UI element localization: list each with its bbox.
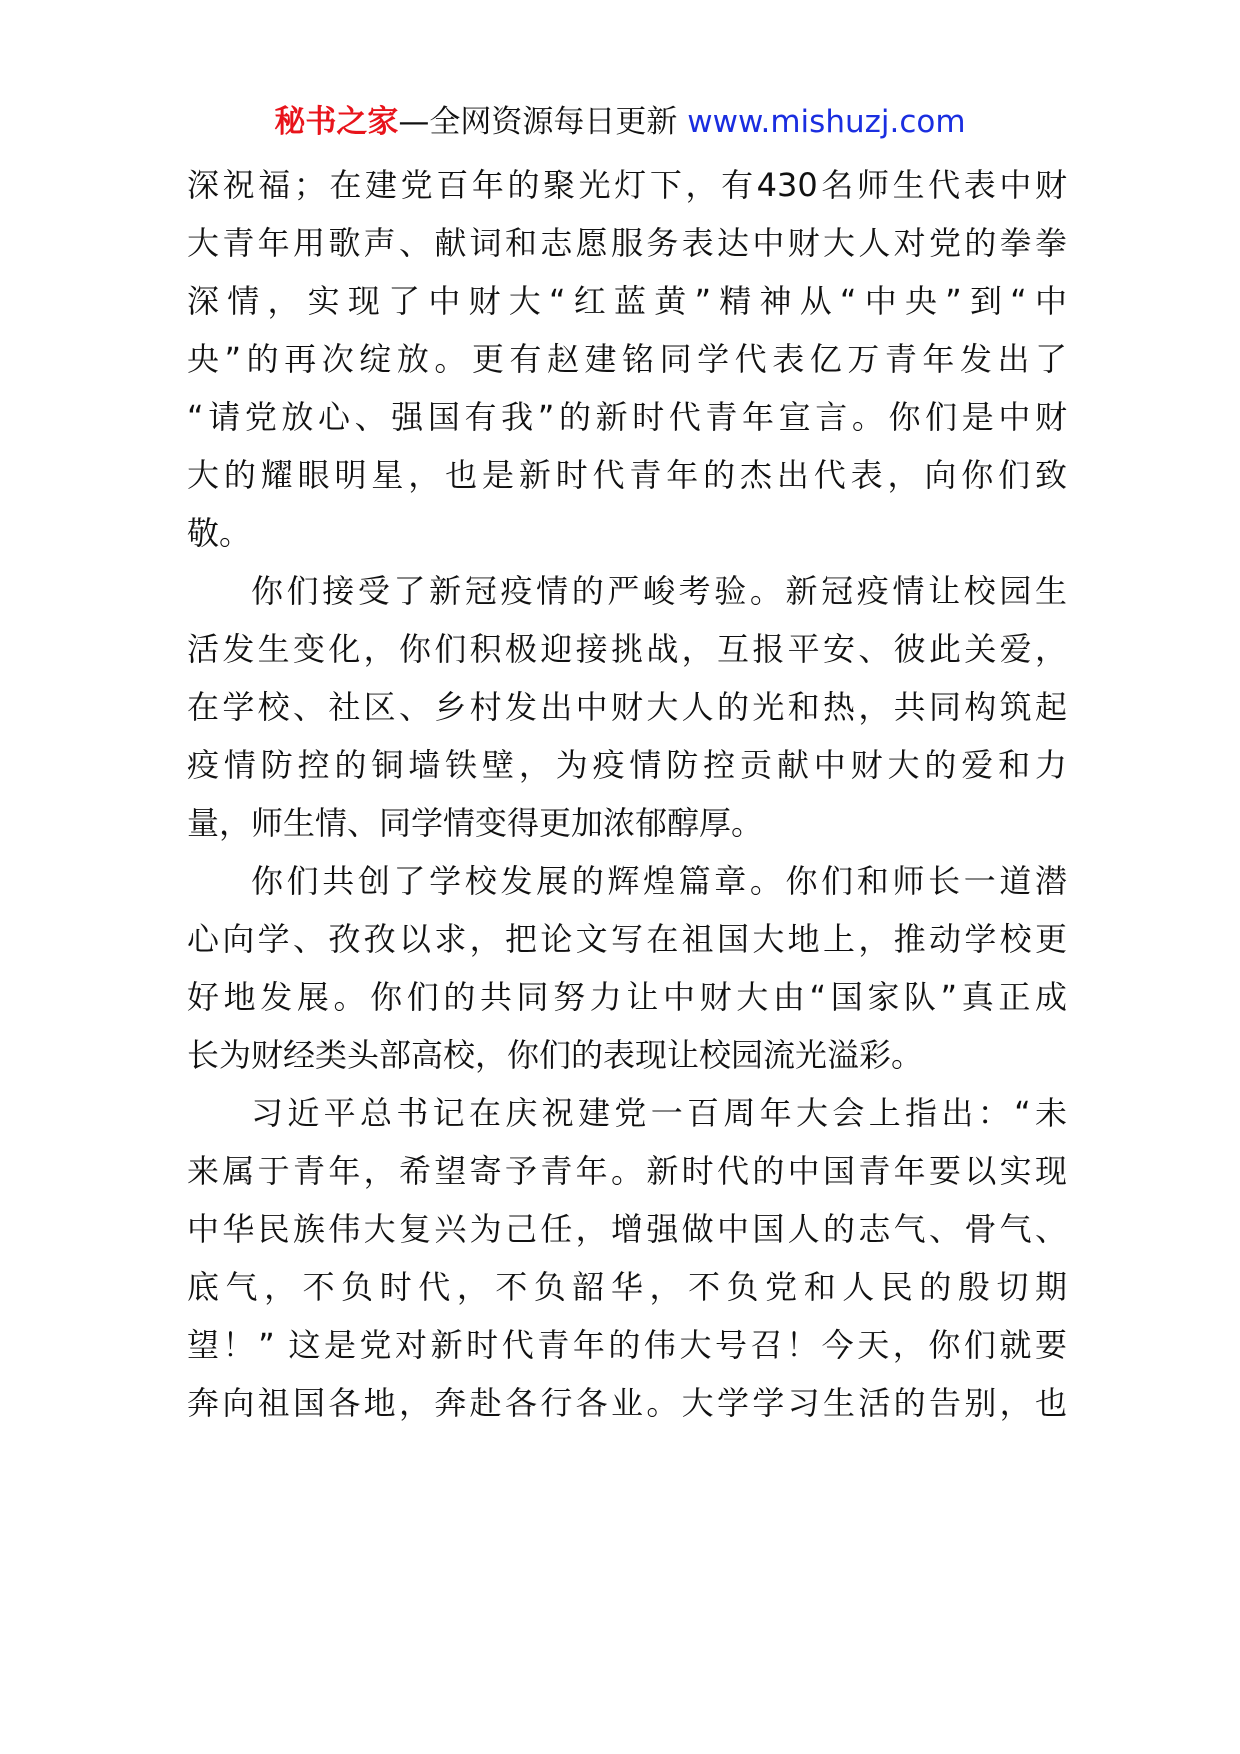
text-line: 好地发展。你们的共同努力让中财大由“国家队”真正成 [187, 978, 1067, 1016]
text-line: 疫情防控的铜墙铁壁，为疫情防控贡献中财大的爱和力 [187, 746, 1067, 784]
text-line: 敬。 [187, 514, 252, 552]
text-line: 底气，不负时代，不负韶华，不负党和人民的殷切期 [187, 1268, 1067, 1306]
text-line: 大的耀眼明星，也是新时代青年的杰出代表，向你们致 [187, 456, 1067, 494]
text-line: 奔向祖国各地，奔赴各行各业。大学学习生活的告别，也 [187, 1384, 1067, 1422]
text-line: 在学校、社区、乡村发出中财大人的光和热，共同构筑起 [187, 688, 1067, 726]
site-header [0, 100, 1240, 144]
paragraph-first-line: 你们共创了学校发展的辉煌篇章。你们和师长一道潜 [251, 862, 1067, 900]
text-line: 深情，实现了中财大“红蓝黄”精神从“中央”到“中 [187, 282, 1067, 320]
text-line: 来属于青年，希望寄予青年。新时代的中国青年要以实现 [187, 1152, 1067, 1190]
brand-name: 秘书之家 [274, 104, 399, 140]
text-line: 量，师生情、同学情变得更加浓郁醇厚。 [187, 804, 764, 842]
document-body [187, 156, 1067, 1432]
site-url-link[interactable]: www.mishuzj.com [687, 104, 966, 140]
text-line: 望！” 这是党对新时代青年的伟大号召！今天，你们就要 [187, 1326, 1067, 1364]
text-line: 大青年用歌声、献词和志愿服务表达中财大人对党的拳拳 [187, 224, 1067, 262]
paragraph-first-line: 习近平总书记在庆祝建党一百周年大会上指出：“未 [251, 1094, 1067, 1132]
text-line: 心向学、孜孜以求，把论文写在祖国大地上，推动学校更 [187, 920, 1067, 958]
text-line: 长为财经类头部高校，你们的表现让校园流光溢彩。 [187, 1036, 924, 1074]
paragraph-first-line: 你们接受了新冠疫情的严峻考验。新冠疫情让校园生 [251, 572, 1067, 610]
text-line: 央”的再次绽放。更有赵建铭同学代表亿万青年发出了 [187, 340, 1067, 378]
text-line: 中华民族伟大复兴为己任，增强做中国人的志气、骨气、 [187, 1210, 1067, 1248]
text-line: 深祝福；在建党百年的聚光灯下，有430名师生代表中财 [187, 166, 1067, 204]
text-line: 活发生变化，你们积极迎接挑战，互报平安、彼此关爱， [187, 630, 1067, 668]
text-line: “请党放心、强国有我”的新时代青年宣言。你们是中财 [187, 398, 1067, 436]
header-tagline: —全网资源每日更新 [398, 104, 678, 140]
